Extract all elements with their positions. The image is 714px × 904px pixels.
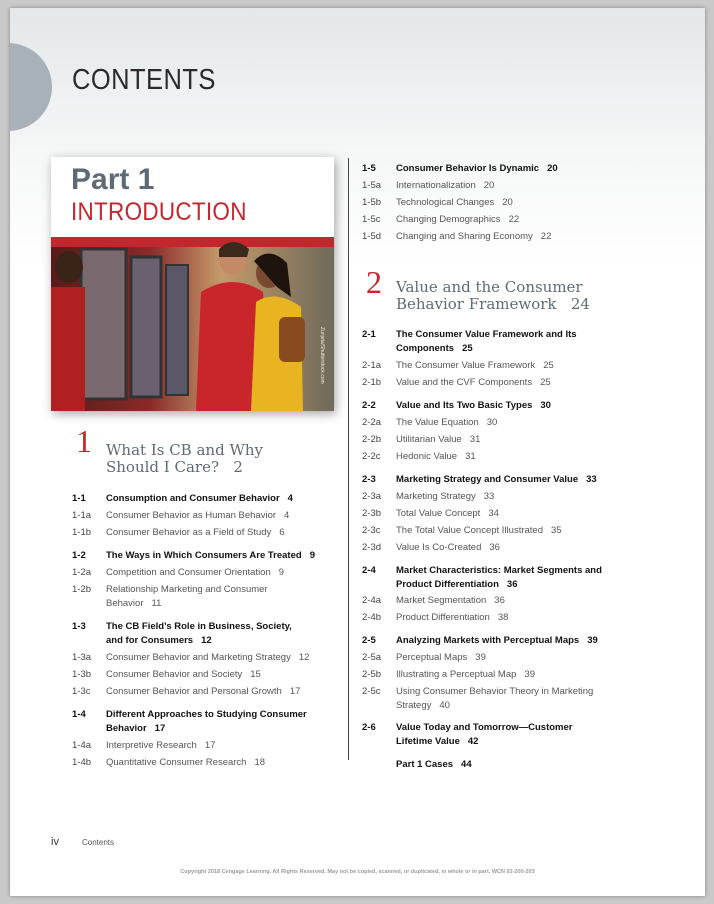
- toc-entry-number: 2-5a: [362, 652, 382, 663]
- toc-entry-text: The Total Value Concept Illustrated: [396, 525, 543, 536]
- toc-entry-title: [396, 541, 500, 555]
- toc-entry-title: [396, 450, 476, 464]
- toc-entry-number: 2-4b: [362, 612, 382, 623]
- chapter-number: 2: [366, 264, 382, 300]
- toc-subsection-row: [72, 566, 284, 580]
- toc-subsection-row: [72, 685, 300, 699]
- toc-entry-number: 2-4a: [362, 595, 382, 606]
- toc-entry-title: [106, 739, 215, 753]
- toc-entry-number: 2-2a: [362, 417, 382, 428]
- toc-entry-number: 1-5: [362, 163, 376, 174]
- toc-entry-number: 1-5a: [362, 180, 382, 191]
- toc-entry-text: Components: [396, 343, 455, 354]
- toc-entry-page: 15: [250, 669, 261, 680]
- toc-entry-page: 31: [469, 434, 481, 445]
- toc-entry-number: 1-5d: [362, 231, 382, 242]
- toc-entry-number: 2-4: [362, 565, 376, 576]
- toc-entry-number: 2-5b: [362, 669, 382, 680]
- page-number: iv: [51, 836, 59, 848]
- toc-subsection-row: [72, 739, 215, 753]
- toc-entry-text: Consumer Behavior as a Field of Study: [106, 527, 272, 538]
- chapter-title-line: Behavior Framework: [396, 295, 557, 313]
- toc-subsection-row: [362, 524, 562, 538]
- toc-section-row: [362, 328, 577, 356]
- toc-entry-text: Consumer Behavior Is Dynamic: [396, 163, 540, 174]
- toc-entry-text: The Ways in Which Consumers Are Treated: [106, 550, 302, 561]
- toc-entry-text: Behavior: [106, 723, 147, 734]
- toc-entry-title: [106, 566, 284, 580]
- toc-entry-text: Product Differentiation: [396, 579, 499, 590]
- toc-entry-page: 4: [284, 510, 290, 521]
- photo-credit: Zurijeta/Shutterstock.com: [319, 327, 325, 384]
- toc-entry-text: Marketing Strategy: [396, 491, 476, 502]
- toc-entry-title: [106, 651, 309, 665]
- column-divider: [348, 158, 349, 760]
- toc-entry-text: Analyzing Markets with Perceptual Maps: [396, 635, 580, 646]
- toc-entry-page: 39: [587, 635, 598, 646]
- toc-entry-page: 9: [309, 550, 315, 561]
- toc-entry-page: 20: [483, 180, 495, 191]
- toc-entry-page: 36: [494, 595, 505, 606]
- running-footer: Contents: [82, 838, 115, 847]
- toc-entry-page: 17: [204, 740, 216, 751]
- toc-entry-page: 6: [279, 527, 285, 538]
- toc-entry-page: 42: [467, 736, 479, 747]
- toc-entry-text: Interpretive Research: [106, 740, 197, 751]
- toc-entry-title: [106, 668, 261, 682]
- toc-subsection-row: [362, 450, 476, 464]
- toc-entry-page: 17: [154, 723, 166, 734]
- toc-section-row: [362, 634, 598, 648]
- toc-entry-page: 17: [289, 686, 301, 697]
- toc-entry-text: Market Segmentation: [396, 595, 487, 606]
- toc-entry-page: 9: [278, 567, 285, 578]
- toc-subsection-row: [72, 583, 268, 611]
- toc-entry-title: [396, 433, 480, 447]
- toc-entry-number: 1-1a: [72, 510, 92, 521]
- toc-section-row: [72, 708, 307, 736]
- toc-entry-title: [106, 509, 289, 523]
- toc-entry-title: [396, 416, 497, 430]
- toc-entry-text: Market Characteristics: Market Segments and: [396, 565, 602, 576]
- chapter-page: 2: [233, 458, 243, 476]
- toc-entry-title: [396, 611, 508, 625]
- toc-subsection-row: [72, 651, 309, 665]
- toc-subsection-row: [362, 416, 497, 430]
- toc-entry-title: [396, 473, 597, 487]
- toc-subsection-row: [72, 668, 261, 682]
- toc-entry-number: 2-5: [362, 635, 376, 646]
- toc-entry-page: 20: [547, 163, 558, 174]
- toc-entry-page: 36: [506, 579, 518, 590]
- toc-entry-text: Value Is Co-Created: [396, 542, 482, 553]
- toc-entry-text: Changing Demographics: [396, 214, 501, 225]
- toc-entry-number: 1-4: [72, 709, 86, 720]
- toc-section-row: [362, 473, 597, 487]
- toc-entry-text: Hedonic Value: [396, 451, 458, 462]
- toc-entry-text: Perceptual Maps: [396, 652, 468, 663]
- toc-entry-text: Quantitative Consumer Research: [106, 757, 247, 768]
- toc-entry-page: 39: [524, 669, 535, 680]
- book-page: [10, 8, 705, 896]
- toc-entry-page: 12: [298, 652, 310, 663]
- toc-entry-title: [106, 492, 293, 506]
- toc-section-row: [72, 549, 315, 563]
- toc-entry-number: 2-2: [362, 400, 376, 411]
- chapter-title-line: Should I Care?: [106, 458, 219, 476]
- toc-entry-title: [396, 564, 602, 592]
- toc-entry-title: [396, 507, 499, 521]
- toc-entry-text: Consumer Behavior and Marketing Strategy: [106, 652, 291, 663]
- toc-entry-title: [396, 594, 505, 608]
- toc-entry-title: [396, 196, 513, 210]
- toc-entry-text: The Value Equation: [396, 417, 479, 428]
- toc-entry-page: 25: [540, 377, 551, 388]
- toc-entry-title: [396, 685, 593, 713]
- toc-entry-title: [396, 634, 598, 648]
- toc-entry-text: Value and the CVF Components: [396, 377, 533, 388]
- toc-entry-text: The CB Field’s Role in Business, Society,: [106, 621, 292, 632]
- copyright-notice: Copyright 2018 Cengage Learning. All Rights Reserved. May not be copied, scanned, or duplicated, in whole or in part. WCN 02-200-203: [180, 869, 535, 875]
- toc-entry-text: Consumer Behavior as Human Behavior: [106, 510, 277, 521]
- toc-subsection-row: [362, 213, 519, 227]
- toc-entry-number: 1-2: [72, 550, 86, 561]
- toc-entry-number: 2-3b: [362, 508, 382, 519]
- part-opener-card: [51, 157, 334, 411]
- toc-entry-number: 2-3a: [362, 491, 382, 502]
- toc-entry-text: Technological Changes: [396, 197, 495, 208]
- page-tab-decoration: [10, 43, 52, 131]
- toc-entry-page: 11: [151, 598, 162, 609]
- toc-entry-number: 1-3: [72, 621, 86, 632]
- toc-entry-text: Total Value Concept: [396, 508, 481, 519]
- toc-entry-text: Illustrating a Perceptual Map: [396, 669, 517, 680]
- toc-subsection-row: [362, 651, 486, 665]
- toc-subsection-row: [72, 756, 265, 770]
- toc-entry-number: 1-1: [72, 493, 86, 504]
- toc-subsection-row: [362, 179, 494, 193]
- toc-entry-text: Changing and Sharing Economy: [396, 231, 533, 242]
- toc-entry-page: 22: [508, 214, 520, 225]
- toc-entry-text: Consumption and Consumer Behavior: [106, 493, 280, 504]
- toc-entry-text: Value and Its Two Basic Types: [396, 400, 533, 411]
- toc-entry-page: 35: [551, 525, 562, 536]
- toc-entry-page: 33: [483, 491, 495, 502]
- chapter-title-line: What Is CB and Why: [106, 441, 264, 459]
- toc-entry-page: 4: [287, 493, 293, 504]
- toc-section-row: [362, 721, 572, 749]
- toc-subsection-row: [362, 230, 551, 244]
- toc-entry-text: and for Consumers: [106, 635, 194, 646]
- toc-entry-text: Competition and Consumer Orientation: [106, 567, 271, 578]
- toc-entry-text: The Consumer Value Framework and Its: [396, 329, 577, 340]
- chapter-page: 24: [570, 295, 590, 313]
- toc-subsection-row: [362, 196, 513, 210]
- toc-entry-title: [396, 490, 494, 504]
- toc-entry-number: 2-3c: [362, 525, 381, 536]
- toc-entry-page: 12: [201, 635, 212, 646]
- toc-entry-text: Consumer Behavior and Society: [106, 669, 243, 680]
- toc-entry-text: Part 1 Cases: [396, 759, 454, 770]
- toc-entry-title: [106, 549, 315, 563]
- toc-entry-page: 39: [475, 652, 486, 663]
- toc-entry-title: [106, 526, 285, 540]
- toc-subsection-row: [362, 685, 593, 713]
- toc-entry-number: 1-5c: [362, 214, 381, 225]
- toc-entry-page: 22: [540, 231, 552, 242]
- toc-entry-number: 1-5b: [362, 197, 382, 208]
- toc-entry-title: [396, 524, 562, 538]
- toc-entry-number: 2-1b: [362, 377, 382, 388]
- toc-entry-page: 25: [543, 360, 554, 371]
- toc-entry-number: 1-3a: [72, 652, 92, 663]
- toc-entry-number: 2-6: [362, 722, 376, 733]
- toc-entry-number: 2-2c: [362, 451, 381, 462]
- toc-subsection-row: [362, 376, 551, 390]
- chapter-title: [396, 279, 590, 313]
- toc-section-row: [362, 399, 551, 413]
- toc-entry-number: 2-1: [362, 329, 376, 340]
- toc-entry-title: [396, 376, 551, 390]
- toc-entry-title: [396, 213, 519, 227]
- toc-subsection-row: [362, 433, 480, 447]
- toc-entry-text: Different Approaches to Studying Consumer: [106, 709, 307, 720]
- toc-section-row: [72, 620, 292, 648]
- toc-entry-title: [396, 359, 554, 373]
- toc-entry-title: [106, 685, 300, 699]
- toc-entry-number: 2-5c: [362, 686, 381, 697]
- toc-entry-title: [396, 399, 551, 413]
- toc-entry-text: Internationalization: [396, 180, 476, 191]
- toc-entry-page: 36: [489, 542, 500, 553]
- toc-entry-page: 18: [254, 757, 266, 768]
- toc-entry-number: 1-3c: [72, 686, 91, 697]
- toc-entry-number: 2-1a: [362, 360, 382, 371]
- toc-entry-page: 20: [502, 197, 513, 208]
- toc-subsection-row: [362, 490, 494, 504]
- toc-entry-text: Utilitarian Value: [396, 434, 462, 445]
- toc-entry-text: Lifetime Value: [396, 736, 460, 747]
- toc-entry-number: 1-1b: [72, 527, 92, 538]
- toc-entry-text: Behavior: [106, 598, 144, 609]
- toc-entry-number: 2-3: [362, 474, 376, 485]
- toc-entry-title: [396, 230, 551, 244]
- toc-entry-title: [396, 651, 486, 665]
- page-title: CONTENTS: [72, 64, 216, 96]
- toc-entry-page: 34: [488, 508, 499, 519]
- toc-subsection-row: [72, 509, 289, 523]
- toc-entry-text: Relationship Marketing and Consumer: [106, 584, 268, 595]
- part-title: INTRODUCTION: [71, 198, 247, 226]
- toc-entry-text: The Consumer Value Framework: [396, 360, 536, 371]
- toc-entry-number: 1-4b: [72, 757, 92, 768]
- chapter-title: [106, 442, 263, 476]
- shoppers-photo: [51, 237, 334, 411]
- toc-section-row: [72, 492, 293, 506]
- toc-entry-page: 31: [465, 451, 476, 462]
- toc-entry-page: 25: [462, 343, 473, 354]
- chapter-number: 1: [76, 423, 92, 459]
- toc-entry-page: 38: [497, 612, 509, 623]
- toc-entry-page: 30: [486, 417, 498, 428]
- toc-subsection-row: [362, 611, 508, 625]
- toc-entry-number: 2-3d: [362, 542, 382, 553]
- toc-entry-text: Using Consumer Behavior Theory in Marketing: [396, 686, 594, 697]
- toc-subsection-row: [362, 359, 554, 373]
- toc-entry-title: [106, 708, 307, 736]
- toc-entry-title: [396, 179, 494, 193]
- toc-entry-text: Marketing Strategy and Consumer Value: [396, 474, 579, 485]
- toc-entry-number: 1-2a: [72, 567, 92, 578]
- toc-entry-page: 33: [586, 474, 597, 485]
- toc-section-row: [362, 162, 558, 176]
- toc-entry-title: [106, 583, 268, 611]
- toc-entry-title: [396, 668, 535, 682]
- toc-entry-number: 2-2b: [362, 434, 382, 445]
- toc-section-row: [362, 758, 472, 772]
- toc-entry-text: Product Differentiation: [396, 612, 490, 623]
- toc-entry-number: 1-3b: [72, 669, 92, 680]
- toc-entry-title: [396, 328, 577, 356]
- toc-section-row: [362, 564, 602, 592]
- toc-subsection-row: [72, 526, 285, 540]
- toc-entry-title: [106, 620, 292, 648]
- toc-entry-page: 44: [461, 759, 472, 770]
- toc-subsection-row: [362, 594, 505, 608]
- toc-subsection-row: [362, 541, 500, 555]
- toc-entry-page: 40: [439, 700, 450, 711]
- toc-entry-title: [396, 758, 472, 772]
- toc-entry-title: [106, 756, 265, 770]
- toc-entry-number: [362, 758, 396, 772]
- toc-entry-page: 30: [540, 400, 551, 411]
- toc-entry-number: 1-2b: [72, 584, 92, 595]
- chapter-title-line: Value and the Consumer: [396, 278, 583, 296]
- toc-entry-title: [396, 721, 572, 749]
- toc-subsection-row: [362, 668, 535, 682]
- toc-entry-text: Strategy: [396, 700, 432, 711]
- toc-entry-title: [396, 162, 558, 176]
- toc-entry-text: Value Today and Tomorrow—Customer: [396, 722, 573, 733]
- toc-subsection-row: [362, 507, 499, 521]
- toc-entry-text: Consumer Behavior and Personal Growth: [106, 686, 282, 697]
- toc-entry-number: 1-4a: [72, 740, 92, 751]
- part-label: Part 1: [71, 163, 155, 196]
